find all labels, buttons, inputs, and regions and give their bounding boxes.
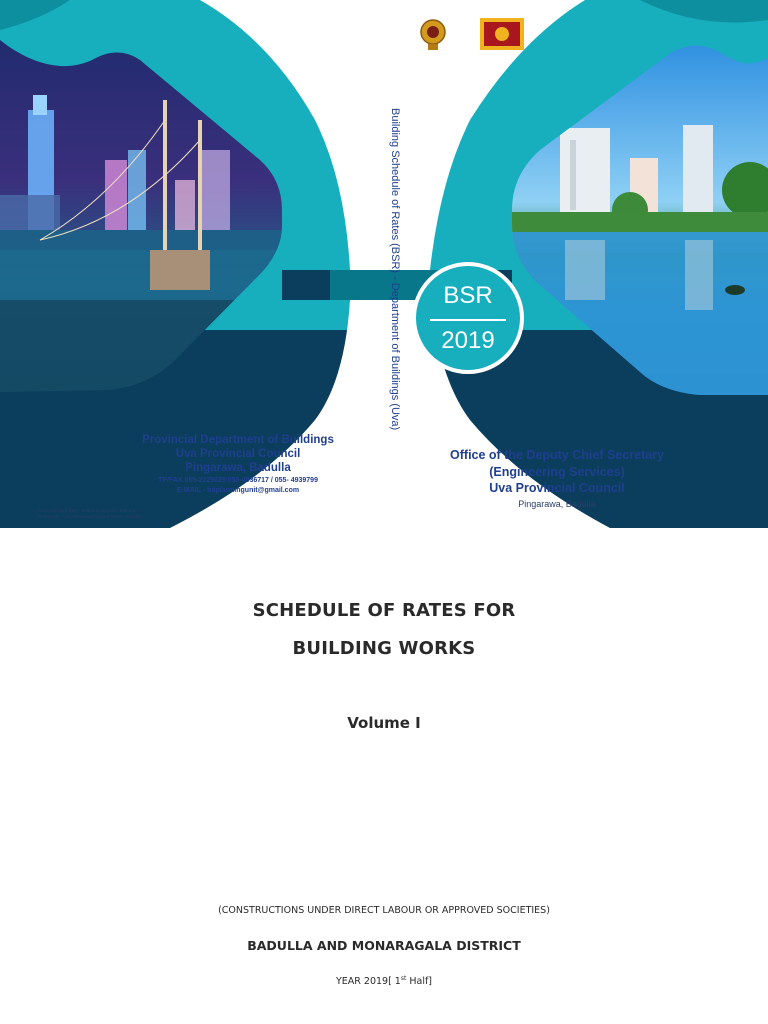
- spine-text: Building Schedule of Rates (BSR) - Department of Buildings (Uva): [389, 108, 401, 431]
- back-org-line-1: Provincial Department of Buildings: [142, 434, 334, 446]
- back-contact: [118, 476, 358, 495]
- bsr-badge: [414, 264, 522, 372]
- back-cover-address: [118, 433, 358, 475]
- construction-note: (CONSTRUCTIONS UNDER DIRECT LABOUR OR APPROVED SOCIETIES): [218, 905, 550, 916]
- provincial-flag-icon: [480, 18, 524, 50]
- back-phone: TP/FAX 055-2229629 055-4936717 / 055- 4939799: [158, 477, 318, 484]
- credit-printer: Printed By - Uva Provincial Council Press - Badulla: [38, 514, 142, 519]
- volume-label: Volume I: [347, 714, 421, 732]
- bsr-badge-title: BSR: [443, 282, 493, 309]
- front-office-line-2: (Engineering Services): [489, 464, 625, 479]
- front-office-line-1: Office of the Deputy Chief Secretary: [450, 448, 664, 462]
- credit-designer: Cover Designed By - R.M.G.N.Nuwan Chamara: [38, 508, 136, 513]
- front-town: Pingarawa, Badulla: [518, 499, 596, 509]
- title-line-2: BUILDING WORKS: [292, 638, 476, 659]
- title-page: [0, 528, 768, 1024]
- district-heading: BADULLA AND MONARAGALA DISTRICT: [247, 938, 521, 953]
- back-org-line-3: Pingarawa, Badulla: [185, 462, 291, 474]
- front-office-line-3: Uva Provincial Council: [489, 481, 625, 495]
- front-cover-office: [432, 447, 682, 497]
- year-ordinal: st: [400, 975, 407, 982]
- back-email: E-MAIL - bdplanningunit@gmail.com: [176, 486, 300, 494]
- year-label: [0, 975, 768, 987]
- cover-credits: [38, 508, 142, 520]
- title-line-1: SCHEDULE OF RATES FOR: [252, 600, 516, 621]
- year-suffix: Half]: [406, 976, 433, 988]
- year-prefix: YEAR 2019[ 1: [335, 976, 401, 988]
- bsr-badge-year: 2019: [441, 327, 495, 354]
- back-org-line-2: Uva Provincial Council: [175, 448, 301, 460]
